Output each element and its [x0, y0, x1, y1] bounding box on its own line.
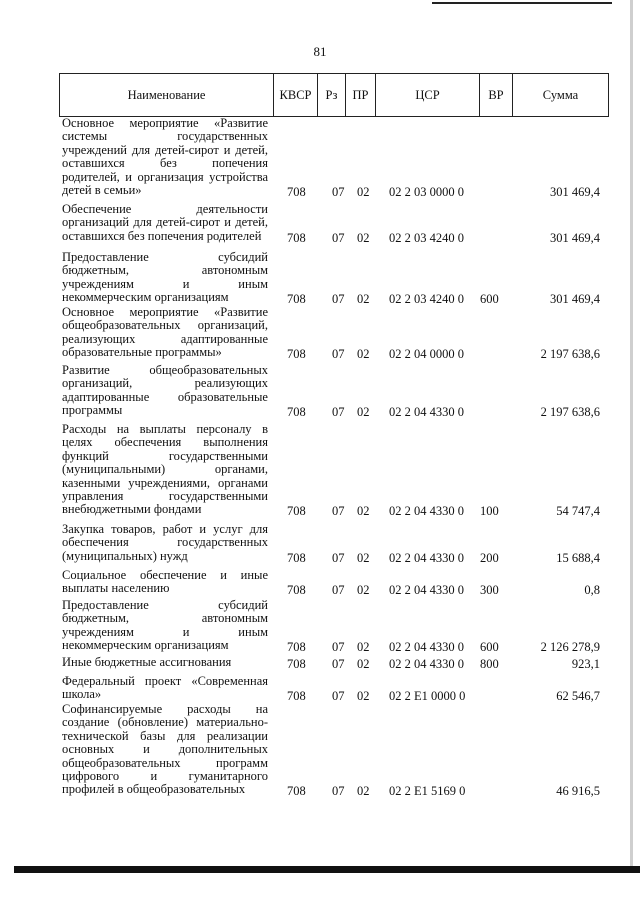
row-name-line: общеобразовательных программ — [62, 755, 268, 770]
row-kvsr: 708 — [287, 230, 306, 245]
row-name — [62, 523, 268, 563]
row-pr: 02 — [357, 405, 370, 420]
row-name — [62, 117, 268, 197]
row-name — [62, 251, 268, 305]
row-pr: 02 — [357, 550, 370, 565]
row-kvsr: 708 — [287, 583, 306, 598]
row-rz: 07 — [332, 689, 345, 704]
row-name-line: (муниципальных) нужд — [62, 548, 188, 563]
row-name-line: основных и дополнительных — [62, 742, 268, 757]
row-sum: 46 916,5 — [556, 784, 600, 799]
row-csr: 02 2 04 4330 0 — [389, 504, 464, 519]
row-name-line: оставшихся без попечения родителей — [62, 228, 262, 243]
row-name-line: Основное мероприятие «Развитие — [62, 305, 268, 319]
row-name-line: бюджетным, автономным — [62, 611, 268, 626]
row-name-line: некоммерческим организациям — [62, 638, 229, 653]
row-vr: 800 — [480, 657, 499, 671]
row-name-line: Предоставление субсидий — [62, 598, 268, 612]
row-rz: 07 — [332, 657, 345, 671]
row-kvsr: 708 — [287, 657, 306, 671]
row-name-line: функций государственными — [62, 448, 268, 463]
row-rz: 07 — [332, 347, 345, 362]
scan-artifact-right — [630, 0, 633, 870]
row-name-line: Софинансируемые расходы на — [62, 702, 268, 716]
row-name-line: создание (обновление) материально- — [62, 715, 268, 730]
row-name-line: оставшихся без попечения — [62, 156, 268, 171]
row-name — [62, 306, 268, 360]
row-vr: 100 — [480, 504, 499, 519]
header-csr: ЦСР — [376, 74, 480, 116]
row-name-line: учреждениям и иным — [62, 276, 268, 291]
row-name-line: Основное мероприятие «Развитие — [62, 116, 268, 130]
row-csr: 02 2 E1 0000 0 — [389, 689, 466, 704]
row-rz: 07 — [332, 185, 345, 199]
row-rz: 07 — [332, 230, 345, 245]
row-kvsr: 708 — [287, 347, 306, 362]
row-name-line: учреждениям и иным — [62, 624, 268, 639]
row-name-line: адаптированные образовательные — [62, 389, 268, 404]
row-name-line: реализующих адаптированные — [62, 331, 268, 346]
row-sum: 301 469,4 — [550, 185, 600, 199]
row-pr: 02 — [357, 784, 370, 799]
row-name-line: внебюджетными фондами — [62, 502, 202, 517]
row-name-line: (муниципальными) органами, — [62, 462, 268, 477]
row-csr: 02 2 04 4330 0 — [389, 405, 464, 420]
row-sum: 62 546,7 — [556, 689, 600, 704]
row-sum: 923,1 — [571, 657, 600, 671]
row-sum: 301 469,4 — [550, 230, 600, 245]
row-name — [62, 599, 268, 653]
row-sum: 2 197 638,6 — [540, 405, 600, 420]
row-name — [62, 423, 268, 517]
header-vr: ВР — [480, 74, 513, 116]
row-kvsr: 708 — [287, 689, 306, 704]
row-name-line: Закупка товаров, работ и услуг для — [62, 522, 268, 536]
row-name-line: Социальное обеспечение и иные — [62, 568, 268, 582]
row-name-line: управления государственными — [62, 489, 268, 504]
row-name — [62, 569, 268, 596]
row-csr: 02 2 04 4330 0 — [389, 640, 464, 655]
row-name-line: выплаты населению — [62, 581, 170, 596]
row-name-line: системы государственных — [62, 129, 268, 144]
row-name — [62, 703, 268, 797]
row-name-line: Расходы на выплаты персоналу в — [62, 422, 268, 436]
header-kvsr: КВСР — [274, 74, 318, 116]
row-pr: 02 — [357, 230, 370, 245]
row-name-line: обеспечения государственных — [62, 535, 268, 550]
row-pr: 02 — [357, 640, 370, 655]
row-csr: 02 2 03 0000 0 — [389, 185, 464, 199]
row-pr: 02 — [357, 504, 370, 519]
scan-artifact-top — [432, 2, 612, 4]
row-name — [62, 364, 268, 418]
row-name-line: организаций для детей-сирот и детей, — [62, 215, 268, 230]
row-kvsr: 708 — [287, 784, 306, 799]
row-name-line: детей в семьи» — [62, 183, 142, 198]
row-pr: 02 — [357, 657, 370, 671]
row-sum: 0,8 — [584, 583, 600, 598]
row-sum: 301 469,4 — [550, 292, 600, 307]
row-rz: 07 — [332, 784, 345, 799]
row-name-line: Предоставление субсидий — [62, 250, 268, 264]
row-name-line: Развитие общеобразовательных — [62, 363, 268, 377]
row-kvsr: 708 — [287, 185, 306, 199]
row-csr: 02 2 04 4330 0 — [389, 550, 464, 565]
row-pr: 02 — [357, 689, 370, 704]
row-name-line: Федеральный проект «Современная — [62, 674, 268, 688]
row-rz: 07 — [332, 504, 345, 519]
row-csr: 02 2 03 4240 0 — [389, 230, 464, 245]
row-csr: 02 2 E1 5169 0 — [389, 784, 466, 799]
row-name — [62, 203, 268, 243]
row-kvsr: 708 — [287, 640, 306, 655]
row-csr: 02 2 04 4330 0 — [389, 583, 464, 598]
row-rz: 07 — [332, 583, 345, 598]
row-sum: 54 747,4 — [556, 504, 600, 519]
row-sum: 15 688,4 — [556, 550, 600, 565]
row-rz: 07 — [332, 640, 345, 655]
page-number: 81 — [313, 44, 327, 59]
row-vr: 300 — [480, 583, 499, 598]
row-name-line: бюджетным, автономным — [62, 263, 268, 278]
row-vr: 600 — [480, 292, 499, 307]
row-name-line: образовательные программы» — [62, 345, 222, 360]
table-header — [59, 73, 609, 117]
row-name-line: Иные бюджетные ассигнования — [62, 655, 232, 669]
row-name-line: казенными учреждениями, органами — [62, 475, 268, 490]
row-name-line: профилей в общеобразовательных — [62, 782, 246, 797]
row-pr: 02 — [357, 292, 370, 307]
row-name-line: программы — [62, 403, 123, 418]
row-name-line: учреждений для детей-сирот и детей, — [62, 142, 268, 157]
row-name-line: технической базы для реализации — [62, 728, 268, 743]
row-name — [62, 675, 268, 702]
row-csr: 02 2 04 4330 0 — [389, 657, 464, 671]
row-name-line: школа» — [62, 687, 102, 702]
row-name-line: некоммерческим организациям — [62, 290, 229, 305]
row-rz: 07 — [332, 550, 345, 565]
row-vr: 200 — [480, 550, 499, 565]
header-pr: ПР — [346, 74, 376, 116]
row-name-line: целях обеспечения выполнения — [62, 435, 268, 450]
row-name-line: общеобразовательных организаций, — [62, 318, 268, 333]
row-rz: 07 — [332, 405, 345, 420]
row-kvsr: 708 — [287, 292, 306, 307]
row-csr: 02 2 04 0000 0 — [389, 347, 464, 362]
row-kvsr: 708 — [287, 550, 306, 565]
row-pr: 02 — [357, 583, 370, 598]
header-sum: Сумма — [542, 87, 579, 102]
row-kvsr: 708 — [287, 504, 306, 519]
row-vr: 600 — [480, 640, 499, 655]
row-kvsr: 708 — [287, 405, 306, 420]
row-sum: 2 197 638,6 — [540, 347, 600, 362]
row-name — [62, 656, 268, 669]
row-sum: 2 126 278,9 — [540, 640, 600, 655]
row-name-line: родителей, и организация устройства — [62, 169, 268, 184]
row-pr: 02 — [357, 185, 370, 199]
scan-artifact-bottom — [14, 866, 640, 873]
header-rz: Рз — [318, 74, 346, 116]
row-pr: 02 — [357, 347, 370, 362]
row-name-line: цифрового и гуманитарного — [62, 769, 268, 784]
row-name-line: организаций, реализующих — [62, 376, 268, 391]
row-name-line: Обеспечение деятельности — [62, 202, 268, 216]
header-name: Наименование — [60, 74, 274, 116]
row-rz: 07 — [332, 292, 345, 307]
row-csr: 02 2 03 4240 0 — [389, 292, 464, 307]
